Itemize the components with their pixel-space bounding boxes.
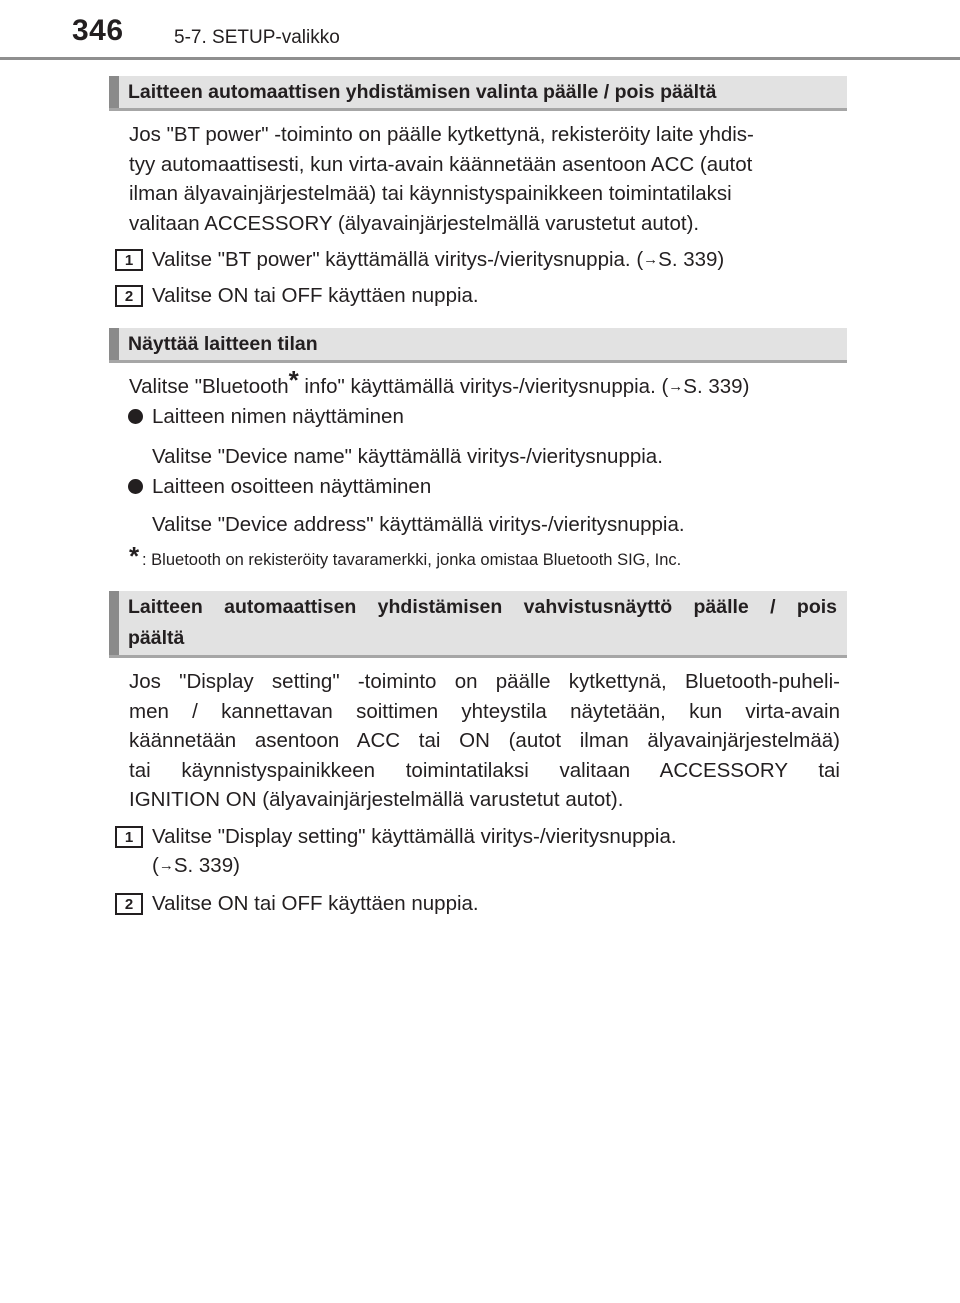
- heading-bar: [109, 328, 119, 360]
- arrow-right-icon: →: [643, 251, 659, 268]
- step-text: Valitse "Display setting" käyttämällä viritys-/vieritysnuppia.: [152, 825, 677, 848]
- step-text-continued: [152, 851, 240, 883]
- paragraph-line: käännetään asentoon ACC tai ON (autot ilman älyavainjärjestelmää): [129, 729, 840, 752]
- asterisk-mark: *: [288, 365, 299, 395]
- step-text: Valitse ON tai OFF käyttäen nuppia.: [152, 892, 479, 915]
- heading-auto-connect: [109, 76, 847, 111]
- instruction-text: info" käyttämällä viritys-/vieritysnuppia. (: [298, 375, 669, 398]
- step-text: [152, 245, 724, 277]
- footnote-asterisk: *: [129, 541, 140, 571]
- heading-text: Laitteen automaattisen yhdistämisen valinta päälle / pois päältä: [128, 81, 717, 103]
- heading-text-line: Laitteen automaattisen yhdistämisen vahvistusnäyttö päälle / pois: [128, 596, 837, 618]
- bullet-title: Laitteen osoitteen näyttäminen: [152, 475, 432, 498]
- paragraph-line: valitaan ACCESSORY (älyavainjärjestelmällä varustetut autot).: [129, 211, 700, 235]
- heading-device-status: [109, 328, 847, 363]
- bullet-icon: [128, 479, 143, 494]
- step-text: Valitse ON tai OFF käyttäen nuppia.: [152, 284, 479, 307]
- page-number: 346: [72, 14, 124, 47]
- page-reference: S. 339): [658, 248, 725, 271]
- step-number-badge: 1: [115, 249, 143, 271]
- heading-connection-display: [109, 591, 847, 658]
- step-instruction: Valitse "BT power" käyttämällä viritys-/vieritysnuppia. (: [152, 248, 644, 271]
- arrow-right-icon: →: [158, 857, 174, 874]
- heading-text: Näyttää laitteen tilan: [128, 333, 318, 355]
- paragraph-line: tyy automaattisesti, kun virta-avain käännetään asentoon ACC (autot: [129, 152, 753, 176]
- info-instruction: [129, 365, 750, 404]
- step-number-badge: 1: [115, 826, 143, 848]
- section-title: 5-7. SETUP-valikko: [174, 27, 340, 48]
- paragraph-line: ilman älyavainjärjestelmää) tai käynnistyspainikkeen toimintatilaksi: [129, 182, 732, 205]
- heading-text-line: päältä: [128, 627, 185, 649]
- paragraph-auto-connect: [129, 120, 840, 238]
- bullet-title: Laitteen nimen näyttäminen: [152, 405, 404, 428]
- paragraph-line: IGNITION ON (älyavainjärjestelmällä varustetut autot).: [129, 788, 624, 811]
- paragraph-display-setting: [129, 667, 840, 815]
- bullet-description: Valitse "Device address" käyttämällä viritys-/vieritysnuppia.: [152, 513, 685, 536]
- footnote: : Bluetooth on rekisteröity tavaramerkki, jonka omistaa Bluetooth SIG, Inc.: [142, 551, 682, 569]
- paragraph-line: Jos "Display setting" -toiminto on päälle kytkettynä, Bluetooth-puheli-: [129, 670, 840, 693]
- paren: (: [152, 854, 159, 877]
- heading-bar: [109, 76, 119, 108]
- instruction-text: Valitse "Bluetooth: [129, 375, 289, 398]
- paragraph-line: men / kannettavan soittimen yhteystila näytetään, kun virta-avain: [129, 699, 840, 723]
- page-reference: S. 339): [683, 375, 750, 398]
- header-divider: [0, 57, 960, 60]
- page-reference: S. 339): [173, 854, 240, 877]
- bullet-description: Valitse "Device name" käyttämällä viritys-/vieritysnuppia.: [152, 445, 663, 468]
- heading-bar: [109, 591, 119, 655]
- arrow-right-icon: →: [668, 378, 684, 395]
- step-number-badge: 2: [115, 285, 143, 307]
- step-number-badge: 2: [115, 893, 143, 915]
- paragraph-line: Jos "BT power" -toiminto on päälle kytkettynä, rekisteröity laite yhdis-: [129, 123, 754, 146]
- paragraph-line: tai käynnistyspainikkeen toimintatilaksi valitaan ACCESSORY tai: [129, 758, 840, 782]
- bullet-icon: [128, 409, 143, 424]
